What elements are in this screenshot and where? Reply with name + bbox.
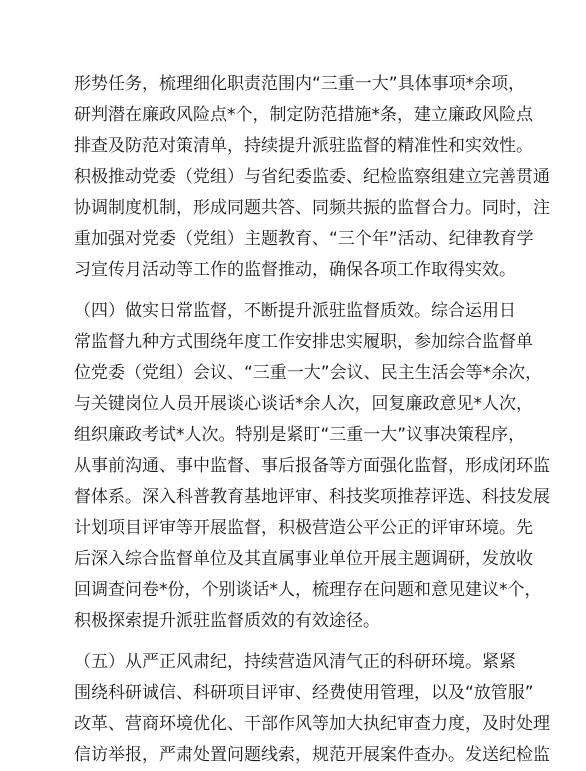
text-line: （四）做实日常监督，不断提升派驻监督质效。综合运用日 bbox=[74, 301, 516, 321]
text-line: （五）从严正风肃纪，持续营造风清气正的科研环境。紧紧 bbox=[74, 652, 516, 672]
text-line: 围绕科研诚信、科研项目评审、经费使用管理，以及“放管服” bbox=[74, 683, 534, 703]
text-line: 回调查问卷*份，个别谈话*人，梳理存在问题和意见建议*个， bbox=[74, 580, 542, 600]
text-line: 排查及防范对策清单，持续提升派驻监督的精准性和实效性。 bbox=[74, 136, 533, 156]
text-line: 研判潜在廉政风险点*个，制定防范措施*条，建立廉政风险点 bbox=[74, 105, 533, 125]
text-line: 形势任务，梳理细化职责范围内“三重一大”具体事项*余项， bbox=[74, 74, 526, 94]
text-line: 后深入综合监督单位及其直属事业单位开展主题调研，发放收 bbox=[74, 549, 533, 569]
text-line: 改革、营商环境优化、干部作风等加大执纪审查力度，及时处理 bbox=[74, 714, 550, 734]
text-line: 督体系。深入科普教育基地评审、科技奖项推荐评选、科技发展 bbox=[74, 487, 550, 507]
text-line: 位党委（党组）会议、“三重一大”会议、民主生活会等*余次， bbox=[74, 363, 543, 383]
paragraph-2 bbox=[74, 296, 550, 637]
text-line: 积极探索提升派驻监督质效的有效途径。 bbox=[74, 611, 380, 631]
text-line: 与关键岗位人员开展谈心谈话*余人次，回复廉政意见*人次， bbox=[74, 394, 533, 414]
body-text bbox=[74, 69, 550, 771]
text-line: 重加强对党委（党组）主题教育、“三个年”活动、纪律教育学 bbox=[74, 229, 534, 249]
text-line: 协调制度机制，形成同题共答、同频共振的监督合力。同时，注 bbox=[74, 198, 550, 218]
paragraph-gap bbox=[74, 286, 514, 296]
text-line: 常监督九种方式围绕年度工作安排忠实履职，参加综合监督单 bbox=[74, 332, 533, 352]
paragraph-1 bbox=[74, 69, 550, 286]
text-line: 从事前沟通、事中监督、事后报备等方面强化监督，形成闭环监 bbox=[74, 456, 550, 476]
paragraph-gap bbox=[74, 637, 514, 647]
text-line: 组织廉政考试*人次。特别是紧盯“三重一大”议事决策程序， bbox=[74, 425, 526, 445]
paragraph-3 bbox=[74, 647, 550, 771]
text-line: 习宣传月活动等工作的监督推动，确保各项工作取得实效。 bbox=[74, 260, 516, 280]
text-line: 信访举报，严肃处置问题线索，规范开展案件查办。发送纪检监 bbox=[74, 745, 550, 765]
text-line: 计划项目评审等开展监督，积极营造公平公正的评审环境。先 bbox=[74, 518, 533, 538]
text-line: 积极推动党委（党组）与省纪委监委、纪检监察组建立完善贯通 bbox=[74, 167, 550, 187]
